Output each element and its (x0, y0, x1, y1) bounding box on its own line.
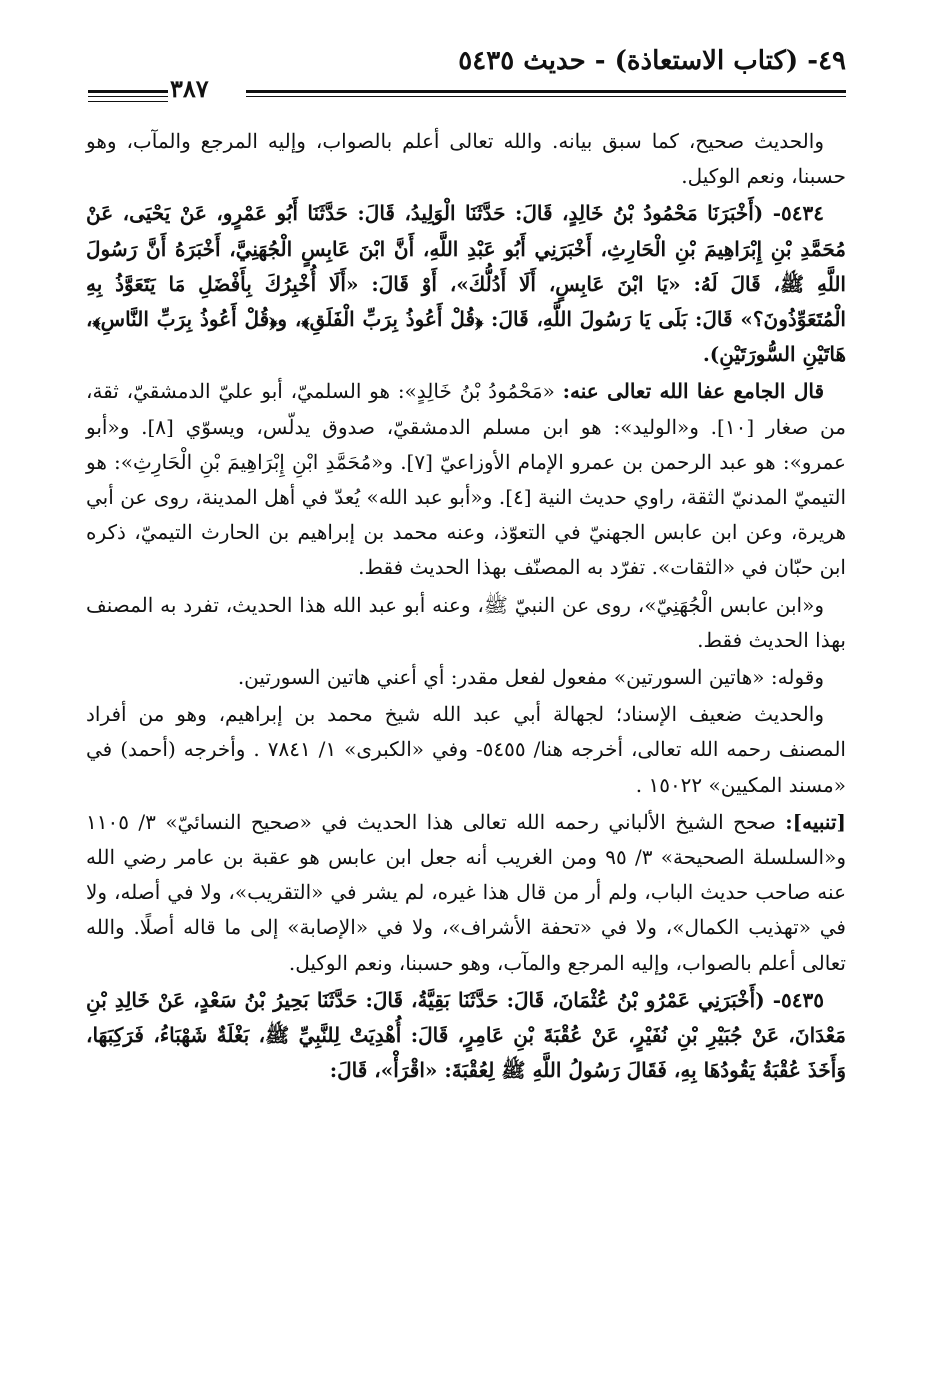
header-rule-left-thin-2 (88, 101, 168, 102)
commentary-lead: قال الجامع عفا الله تعالى عنه: (562, 379, 825, 404)
hadith-5435-text: ٥٤٣٥- (أَخْبَرَنِي عَمْرُو بْنُ عُثْمَانَ، قَالَ: حَدَّثَنَا بَقِيَّةُ، قَالَ: حَدَّثَنَا بَحِيرُ بْنُ سَعْدٍ، عَنْ خَالِدِ بْنِ مَعْدَانَ، عَنْ جُبَيْرِ بْنِ نُفَيْرٍ، عَنْ عُقْبَةَ بْنِ عَامِرٍ، قَالَ: أُهْدِيَتْ لِلنَّبِيِّ ﷺ، بَغْلَةٌ شَهْبَاءُ، فَرَكِبَهَا، وَأَخَذَ عُقْبَةُ يَقُودُهَا بِهِ، فَقَالَ رَسُولُ اللَّهِ ﷺ لِعُقْبَةَ: «اقْرَأْ»، قَالَ: (86, 987, 846, 1083)
paragraph-tanbih (86, 805, 846, 981)
paragraph-qawluhu (86, 660, 846, 695)
header-rule-right-thin (246, 96, 846, 97)
hadith-5434-text: ٥٤٣٤- (أَخْبَرَنَا مَحْمُودُ بْنُ خَالِدٍ، قَالَ: حَدَّثَنَا الْوَلِيدُ، قَالَ: حَدَّثَنَا أَبُو عَمْرٍو، عَنْ يَحْيَى، عَنْ مُحَمَّدِ بْنِ إِبْرَاهِيمَ بْنِ الْحَارِثِ، أَخْبَرَنِي أَبُو عَبْدِ اللَّهِ، أَنَّ ابْنَ عَابِسٍ الْجُهَنِيَّ، أَخْبَرَهُ أَنَّ رَسُولَ اللَّهِ ﷺ، قَالَ لَهُ: «يَا ابْنَ عَابِسٍ، أَلَا أَدُلُّكَ»، أَوْ قَالَ: «أَلَا أُخْبِرُكَ بِأَفْضَلِ مَا يَتَعَوَّذُ بِهِ الْمُتَعَوِّذُونَ؟» قَالَ: بَلَى يَا رَسُولَ اللَّهِ، قَالَ: ﴿قُلْ أَعُوذُ بِرَبِّ الْفَلَقِ﴾، و﴿قُلْ أَعُوذُ بِرَبِّ النَّاسِ﴾، هَاتَيْنِ السُّورَتَيْنِ). (86, 201, 846, 367)
hadith-5434 (86, 196, 846, 372)
ibn-abis-text: و«ابن عابس الْجُهَنِيّ»، روى عن النبيّ ﷺ، وعنه أبو عبد الله هذا الحديث، تفرد به المصنف بهذا الحديث فقط. (86, 592, 846, 652)
header-rule-right (246, 90, 846, 93)
running-title: ٤٩- (كتاب الاستعاذة) - حديث ٥٤٣٥ (458, 46, 846, 76)
page-header (86, 46, 846, 106)
qawluhu-text: وقوله: «هاتين السورتين» مفعول لفعل مقدر: أي أعني هاتين السورتين. (237, 665, 824, 690)
header-rule-left (88, 90, 168, 93)
paragraph-1 (86, 124, 846, 194)
tanbih-text: صحح الشيخ الألباني رحمه الله تعالى هذا الحديث في «صحيح النسائيّ» ٣/ ١١٠٥ و«السلسلة الصحيحة» ٣/ ٩٥ ومن الغريب أنه جعل ابن عابس هو عقبة بن عامر رضي الله عنه صاحب حديث الباب، ولم أر من قال هذا غيره، لم يشر في «التقريب»، ولا في أصله، ولا في «تهذيب الكمال»، ولا في «تحفة الأشراف»، ولا في «الإصابة» إلى ما قاله أصلًا. والله تعالى أعلم بالصواب، وإليه المرجع والمآب، وهو حسبنا، ونعم الوكيل. (86, 809, 846, 975)
paragraph-ibn-abis (86, 588, 846, 658)
page-body (86, 124, 846, 1090)
page-number: ٣٨٧ (170, 74, 209, 103)
hadith-5435 (86, 983, 846, 1089)
tanbih-lead: [تنبيه]: (785, 809, 846, 834)
header-rule-left-thin (88, 96, 168, 97)
commentary-text: «مَحْمُودُ بْنُ خَالِدٍ»: هو السلميّ، أبو عليّ الدمشقيّ، ثقة، من صغار [١٠]. و«الوليد»: هو ابن مسلم الدمشقيّ، صدوق يدلّس، ويسوّي [٨]. و«أبو عمرو»: هو عبد الرحمن بن عمرو الإمام الأوزاعيّ [٧]. و«مُحَمَّدِ ابْنِ إِبْرَاهِيمَ بْنِ الْحَارِثِ»: هو التيميّ المدنيّ الثقة، راوي حديث النية [٤]. و«أبو عبد الله» يُعدّ في أهل المدينة، روى عن أبي هريرة، وعن ابن عابس الجهنيّ في التعوّذ، وعنه محمد بن إبراهيم بن الحارث التيميّ، ذكره ابن حبّان في «الثقات». تفرّد به المصنّف بهذا الحديث فقط. (86, 379, 846, 580)
paragraph-commentary (86, 374, 846, 585)
takhrij-text: والحديث ضعيف الإسناد؛ لجهالة أبي عبد الله شيخ محمد بن إبراهيم، وهو من أفراد المصنف رحمه الله تعالى، أخرجه هنا/ ٥٤٥٥- وفي «الكبرى» ١/ ٧٨٤١ . وأخرجه (أحمد) في «مسند المكيين» ١٥٠٢٢ . (86, 702, 846, 797)
paragraph-takhrij (86, 697, 846, 803)
paragraph-1-text: والحديث صحيح، كما سبق بيانه. والله تعالى أعلم بالصواب، وإليه المرجع والمآب، وهو حسبنا، ونعم الوكيل. (86, 129, 846, 189)
